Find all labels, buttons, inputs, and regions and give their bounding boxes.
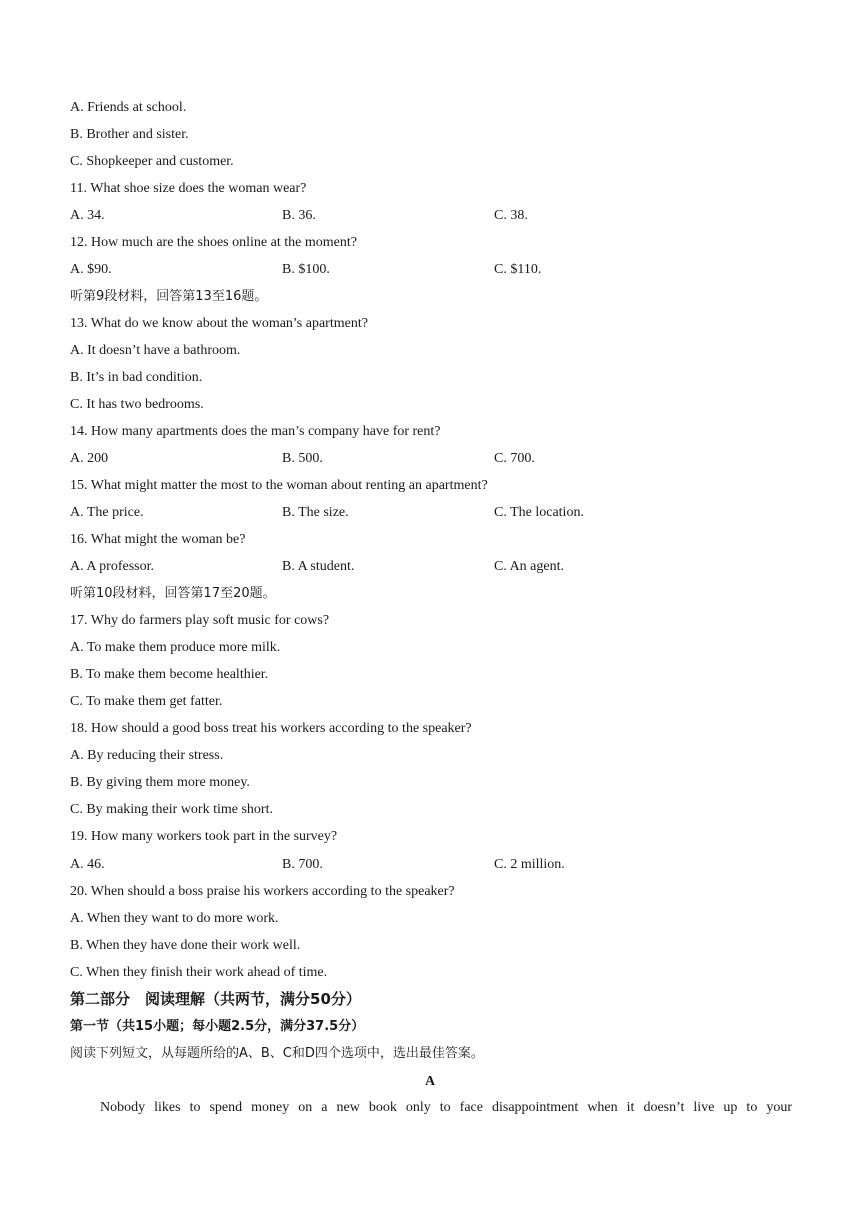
q19-option-a: A. 46. (70, 857, 105, 872)
question-14: 14. How many apartments does the man’s company have for rent? (70, 424, 441, 439)
q17-option-a: A. To make them produce more milk. (70, 640, 281, 655)
q11-option-b: B. 36. (282, 208, 316, 223)
q15-option-c: C. The location. (494, 505, 584, 520)
reading-instruction: 阅读下列短文，从每题所给的A、B、C和D四个选项中，选出最佳答案。 (70, 1046, 484, 1061)
question-19: 19. How many workers took part in the survey? (70, 829, 338, 844)
q18-option-a: A. By reducing their stress. (70, 748, 224, 763)
q13-option-a: A. It doesn’t have a bathroom. (70, 343, 241, 358)
q16-option-c: C. An agent. (494, 559, 564, 574)
question-16: 16. What might the woman be? (70, 532, 246, 547)
q11-option-a: A. 34. (70, 208, 105, 223)
q15-option-b: B. The size. (282, 505, 349, 520)
section-10-instruction: 听第10段材料，回答第17至20题。 (70, 586, 276, 601)
section-9-instruction: 听第9段材料，回答第13至16题。 (70, 289, 268, 304)
q12-option-c: C. $110. (494, 262, 542, 277)
q20-option-c: C. When they finish their work ahead of time. (70, 965, 328, 980)
question-13: 13. What do we know about the woman’s apartment? (70, 316, 368, 331)
q17-option-c: C. To make them get fatter. (70, 694, 223, 709)
q10-option-a: A. Friends at school. (70, 100, 187, 115)
passage-text: Nobody likes to spend money on a new book only to face disappointment when it doesn’t live up to your (100, 1100, 792, 1115)
question-11: 11. What shoe size does the woman wear? (70, 181, 307, 196)
q13-option-b: B. It’s in bad condition. (70, 370, 203, 385)
q14-option-b: B. 500. (282, 451, 323, 466)
q10-option-b: B. Brother and sister. (70, 127, 189, 142)
q20-option-b: B. When they have done their work well. (70, 938, 301, 953)
q16-option-b: B. A student. (282, 559, 355, 574)
part-2-heading: 第二部分 阅读理解（共两节，满分50分） (70, 990, 361, 1008)
question-20: 20. When should a boss praise his workers according to the speaker? (70, 884, 455, 899)
question-17: 17. Why do farmers play soft music for cows? (70, 613, 330, 628)
passage-title: A (424, 1074, 436, 1089)
question-15: 15. What might matter the most to the woman about renting an apartment? (70, 478, 488, 493)
section-1-heading: 第一节（共15小题；每小题2.5分，满分37.5分） (70, 1019, 365, 1034)
q13-option-c: C. It has two bedrooms. (70, 397, 204, 412)
question-12: 12. How much are the shoes online at the moment? (70, 235, 357, 250)
question-18: 18. How should a good boss treat his workers according to the speaker? (70, 721, 472, 736)
q15-option-a: A. The price. (70, 505, 144, 520)
q12-option-a: A. $90. (70, 262, 112, 277)
q19-option-b: B. 700. (282, 857, 323, 872)
q19-option-c: C. 2 million. (494, 857, 565, 872)
q17-option-b: B. To make them become healthier. (70, 667, 269, 682)
q20-option-a: A. When they want to do more work. (70, 911, 279, 926)
q10-option-c: C. Shopkeeper and customer. (70, 154, 234, 169)
q18-option-c: C. By making their work time short. (70, 802, 273, 817)
q18-option-b: B. By giving them more money. (70, 775, 250, 790)
q14-option-a: A. 200 (70, 451, 109, 466)
q11-option-c: C. 38. (494, 208, 528, 223)
q14-option-c: C. 700. (494, 451, 535, 466)
q16-option-a: A. A professor. (70, 559, 154, 574)
q12-option-b: B. $100. (282, 262, 330, 277)
